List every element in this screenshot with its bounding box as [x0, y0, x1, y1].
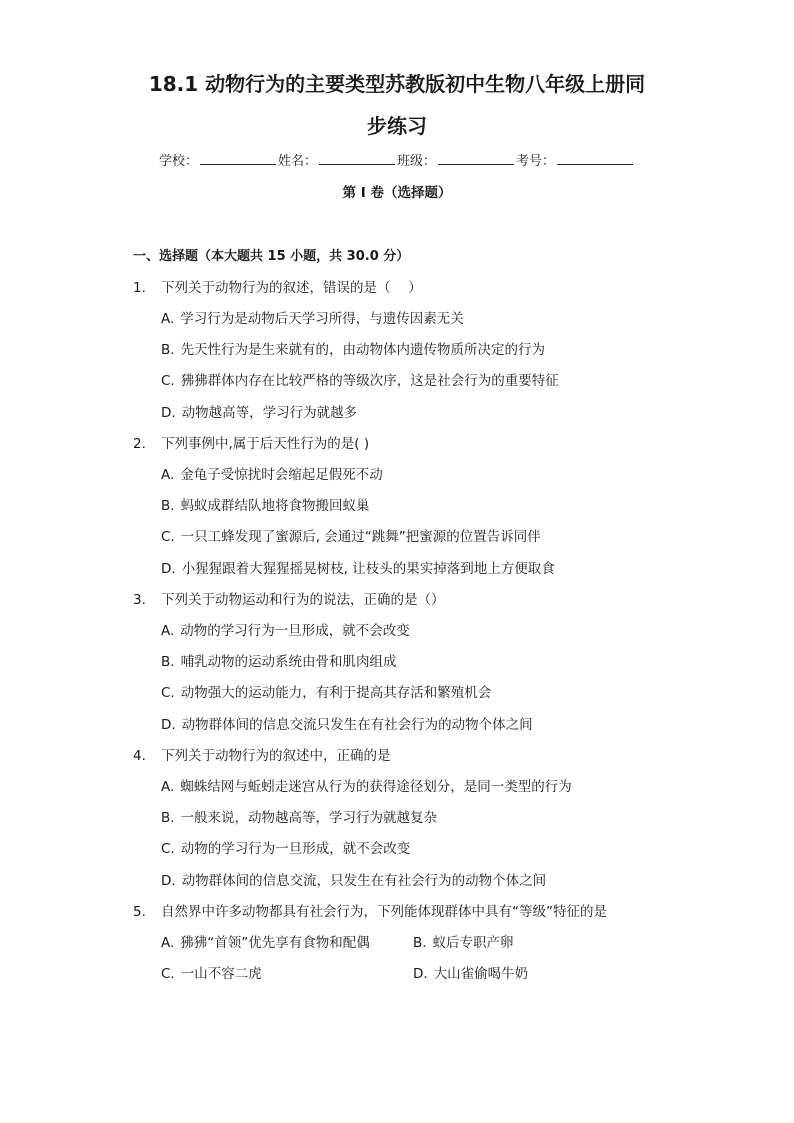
question-number: 1. — [133, 280, 146, 296]
option-text: 蚂蚁成群结队地将食物搬回蚁巢 — [180, 498, 370, 514]
number-blank[interactable] — [557, 153, 633, 165]
option-3c[interactable] — [161, 681, 491, 701]
number-label: 考号： — [516, 154, 556, 169]
option-letter: C. — [161, 529, 175, 545]
option-letter: A. — [161, 623, 175, 639]
question-3 — [133, 588, 445, 608]
section-heading: 一、选择题（本大题共 15 小题，共 30.0 分） — [133, 249, 410, 264]
question-1 — [133, 276, 422, 296]
name-label: 姓名： — [277, 154, 317, 169]
question-5 — [133, 900, 607, 920]
option-text: 蚁后专职产卵 — [432, 935, 514, 951]
class-label: 班级： — [397, 154, 437, 169]
option-text: 一只工蜂发现了蜜源后, 会通过“跳舞”把蜜源的位置告诉同伴 — [180, 529, 541, 545]
school-label: 学校： — [158, 154, 198, 169]
option-text: 一山不容二虎 — [180, 966, 262, 982]
question-number: 2. — [133, 436, 146, 452]
option-2b[interactable] — [161, 494, 370, 514]
question-number: 4. — [133, 748, 146, 764]
title-line-2: 步练习 — [367, 114, 427, 138]
option-5c[interactable] — [161, 962, 262, 982]
option-1b[interactable] — [161, 338, 545, 358]
option-letter: D. — [161, 873, 176, 889]
option-letter: A. — [161, 935, 175, 951]
option-4d[interactable] — [161, 869, 546, 889]
student-info-row — [0, 150, 794, 169]
option-2a[interactable] — [161, 463, 383, 483]
option-5b[interactable] — [413, 931, 514, 951]
question-number: 3. — [133, 592, 146, 608]
option-letter: B. — [161, 654, 175, 670]
option-3d[interactable] — [161, 713, 533, 733]
question-stem: 下列关于动物行为的叙述中，正确的是 — [161, 748, 391, 764]
option-text: 动物的学习行为一旦形成，就不会改变 — [180, 623, 410, 639]
question-stem: 自然界中许多动物都具有社会行为，下列能体现群体中具有“等级”特征的是 — [161, 904, 607, 920]
option-letter: D. — [161, 717, 176, 733]
option-letter: B. — [413, 935, 427, 951]
option-5a[interactable] — [161, 931, 370, 951]
question-number: 5. — [133, 904, 146, 920]
title-line-1: 18.1 动物行为的主要类型苏教版初中生物八年级上册同 — [148, 72, 646, 96]
option-text: 动物群体间的信息交流，只发生在有社会行为的动物个体之间 — [181, 873, 547, 889]
option-3b[interactable] — [161, 650, 397, 670]
volume-heading: 第 I 卷（选择题） — [342, 185, 452, 201]
option-text: 小猩猩跟着大猩猩摇晃树枝, 让枝头的果实掉落到地上方便取食 — [181, 561, 555, 577]
option-letter: B. — [161, 342, 175, 358]
question-4 — [133, 744, 391, 764]
option-letter: D. — [413, 966, 428, 982]
option-letter: C. — [161, 966, 175, 982]
option-text: 学习行为是动物后天学习所得，与遗传因素无关 — [180, 311, 464, 327]
option-text: 动物的学习行为一旦形成，就不会改变 — [180, 841, 411, 857]
option-letter: B. — [161, 810, 175, 826]
option-3a[interactable] — [161, 619, 410, 639]
question-stem: 下列事例中,属于后天性行为的是( ) — [161, 436, 370, 452]
option-text: 先天性行为是生来就有的，由动物体内遗传物质所决定的行为 — [180, 342, 546, 358]
option-text: 狒狒群体内存在比较严格的等级次序，这是社会行为的重要特征 — [180, 373, 559, 389]
name-blank[interactable] — [319, 153, 395, 165]
option-2d[interactable] — [161, 557, 555, 577]
option-text: 动物群体间的信息交流只发生在有社会行为的动物个体之间 — [181, 717, 533, 733]
option-letter: D. — [161, 561, 176, 577]
option-letter: B. — [161, 498, 175, 514]
option-letter: D. — [161, 405, 176, 421]
option-4b[interactable] — [161, 806, 437, 826]
option-text: 大山雀偷喝牛奶 — [433, 966, 529, 982]
option-letter: C. — [161, 685, 175, 701]
option-1d[interactable] — [161, 401, 357, 421]
question-2 — [133, 432, 369, 452]
option-5d[interactable] — [413, 962, 528, 982]
option-letter: A. — [161, 779, 175, 795]
option-4c[interactable] — [161, 837, 410, 857]
question-stem: 下列关于动物行为的叙述，错误的是（ ） — [161, 280, 422, 296]
option-text: 金龟子受惊扰时会缩起足假死不动 — [180, 467, 383, 483]
question-stem: 下列关于动物运动和行为的说法，正确的是（） — [161, 592, 445, 608]
option-letter: A. — [161, 311, 175, 327]
option-text: 一般来说，动物越高等，学习行为就越复杂 — [180, 810, 438, 826]
class-blank[interactable] — [438, 153, 514, 165]
option-2c[interactable] — [161, 525, 541, 545]
option-1a[interactable] — [161, 307, 464, 327]
school-blank[interactable] — [200, 153, 276, 165]
option-letter: A. — [161, 467, 175, 483]
option-letter: C. — [161, 373, 175, 389]
option-text: 狒狒“首领”优先享有食物和配偶 — [180, 935, 370, 951]
option-letter: C. — [161, 841, 175, 857]
option-4a[interactable] — [161, 775, 572, 795]
option-1c[interactable] — [161, 369, 559, 389]
option-text: 蜘蛛结网与蚯蚓走迷宫从行为的获得途径划分，是同一类型的行为 — [180, 779, 572, 795]
option-text: 哺乳动物的运动系统由骨和肌肉组成 — [180, 654, 397, 670]
option-text: 动物越高等，学习行为就越多 — [181, 405, 358, 421]
option-text: 动物强大的运动能力，有利于提高其存活和繁殖机会 — [180, 685, 492, 701]
